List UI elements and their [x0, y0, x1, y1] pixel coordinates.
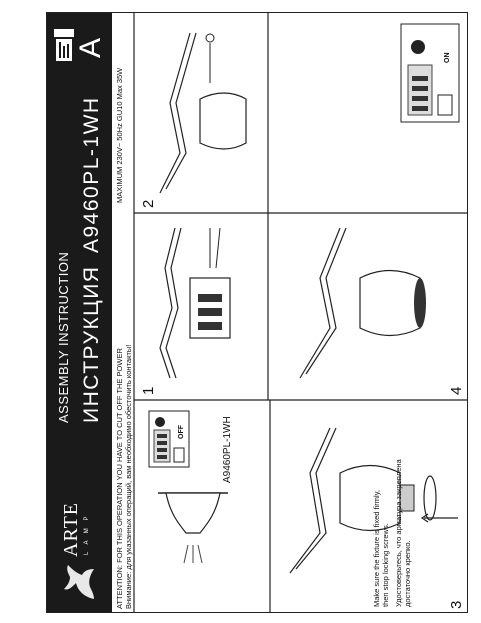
attention-russian: Внимание: для указанных операций, вам необходимо обесточить контакты! [124, 344, 133, 609]
brand-subtitle: L A M P [84, 513, 90, 555]
switch-detail-icon [400, 23, 460, 123]
switch-off-label: OFF [178, 425, 185, 439]
step-2-illustration [150, 18, 260, 203]
switch-on-label: ON [444, 52, 451, 63]
attention-english: ATTENTION: FOR THIS OPERATION YOU HAVE TO CUT OFF THE POWER [115, 348, 124, 609]
step-3-illustration [280, 408, 450, 593]
title-english: ASSEMBLY INSTRUCTION [56, 251, 71, 423]
switch-panel-icon [148, 410, 190, 468]
model-number: A9460PL-1WH [80, 96, 103, 253]
product-label: A9460PL-1WH [222, 416, 233, 483]
title-russian: ИНСТРУКЦИЯ [80, 265, 103, 423]
power-spec: MAXIMUM 230V~ 50Hz GU10 Max 35W [115, 67, 124, 203]
note-russian-line-1: Удостоверьтесь, что арматура закреплена [394, 459, 403, 607]
step-4-illustration [280, 218, 450, 388]
step-4-number: 4 [448, 386, 465, 395]
pendant-lamp-illustration [148, 483, 238, 593]
step-2-number: 2 [140, 199, 157, 208]
note-russian-line-2: достаточно крепко. [403, 540, 412, 607]
step-1-number: 1 [140, 386, 157, 395]
note-english-line-1: Make sure the fixture is fixed firmly, [372, 490, 381, 607]
brand-name: ARTE [60, 501, 82, 557]
section-letter: A [74, 37, 107, 58]
note-english-line-2: then stop locking screws. [381, 523, 390, 607]
step-1-illustration [150, 218, 260, 388]
step-3-number: 3 [448, 600, 465, 609]
arrow-up-icon [420, 513, 460, 523]
